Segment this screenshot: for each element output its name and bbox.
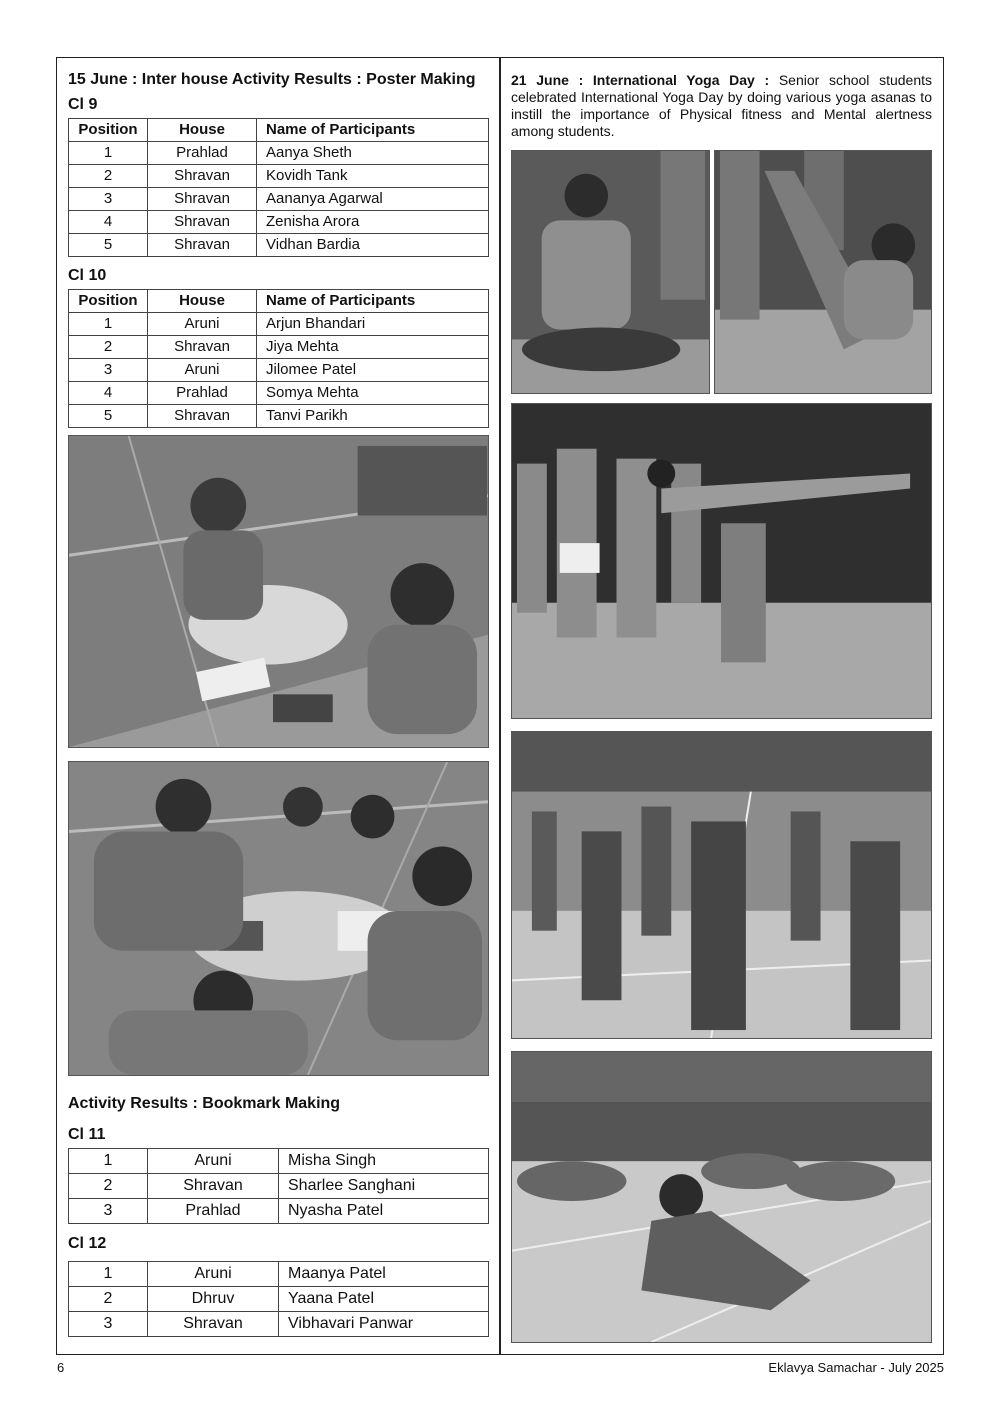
yoga-photo-group-standing [511, 731, 932, 1039]
house-cell: Prahlad [148, 382, 257, 405]
yoga-day-paragraph [511, 72, 932, 140]
table-row [69, 165, 489, 188]
house-cell: Aruni [148, 359, 257, 382]
right-column [511, 72, 932, 1343]
participant-cell: Vibhavari Panwar [279, 1312, 489, 1337]
cl12-results-table [68, 1261, 489, 1337]
cl10-label: Cl 10 [68, 267, 107, 284]
table-row [69, 336, 489, 359]
table-row [69, 142, 489, 165]
cl9-label: Cl 9 [68, 96, 98, 113]
table-row [69, 405, 489, 428]
participant-cell: Tanvi Parikh [257, 405, 489, 428]
yoga-photo-boat-pose [714, 150, 932, 394]
position-cell: 1 [69, 1262, 148, 1287]
house-cell: Prahlad [148, 1199, 279, 1224]
page-number: 6 [57, 1360, 65, 1375]
position-cell: 4 [69, 211, 148, 234]
house-cell: Shravan [148, 1174, 279, 1199]
table-row [69, 313, 489, 336]
column-header-house: House [148, 119, 257, 142]
position-cell: 1 [69, 142, 148, 165]
participant-cell: Sharlee Sanghani [279, 1174, 489, 1199]
participant-cell: Aanya Sheth [257, 142, 489, 165]
table-row [69, 211, 489, 234]
yoga-photo-group-cobra-pose [511, 1051, 932, 1343]
house-cell: Shravan [148, 336, 257, 359]
position-cell: 3 [69, 1199, 148, 1224]
table-row [69, 188, 489, 211]
cl11-results-table [68, 1148, 489, 1224]
house-cell: Shravan [148, 211, 257, 234]
participant-cell: Jiya Mehta [257, 336, 489, 359]
participant-cell: Maanya Patel [279, 1262, 489, 1287]
house-cell: Prahlad [148, 142, 257, 165]
position-cell: 1 [69, 1149, 148, 1174]
position-cell: 2 [69, 1287, 148, 1312]
cl10-results-table [68, 289, 489, 428]
position-cell: 1 [69, 313, 148, 336]
column-header-name: Name of Participants [257, 119, 489, 142]
participant-cell: Nyasha Patel [279, 1199, 489, 1224]
house-cell: Dhruv [148, 1287, 279, 1312]
yoga-photo-seated-pose [511, 150, 710, 394]
house-cell: Aruni [148, 1262, 279, 1287]
position-cell: 2 [69, 165, 148, 188]
cl12-label: Cl 12 [68, 1235, 107, 1252]
position-cell: 2 [69, 336, 148, 359]
house-cell: Shravan [148, 234, 257, 257]
house-cell: Shravan [148, 165, 257, 188]
table-row [69, 1149, 489, 1174]
left-column [68, 66, 489, 1337]
cl11-label: Cl 11 [68, 1126, 106, 1143]
cl9-results-table [68, 118, 489, 257]
position-cell: 3 [69, 359, 148, 382]
column-header-name: Name of Participants [257, 290, 489, 313]
poster-making-photo-2 [68, 761, 489, 1076]
column-divider [499, 57, 501, 1355]
column-header-position: Position [69, 119, 148, 142]
bookmark-heading: Activity Results : Bookmark Making [68, 1095, 341, 1112]
participant-cell: Misha Singh [279, 1149, 489, 1174]
table-row [69, 234, 489, 257]
yoga-photo-row-1 [511, 150, 932, 394]
table-row [69, 1312, 489, 1337]
yoga-day-title: 21 June : International Yoga Day : [511, 72, 770, 88]
table-row [69, 1287, 489, 1312]
poster-making-photo-1 [68, 435, 489, 748]
house-cell: Shravan [148, 405, 257, 428]
position-cell: 5 [69, 405, 148, 428]
table-row [69, 1199, 489, 1224]
position-cell: 3 [69, 1312, 148, 1337]
house-cell: Shravan [148, 1312, 279, 1337]
column-header-house: House [148, 290, 257, 313]
table-row [69, 1174, 489, 1199]
participant-cell: Zenisha Arora [257, 211, 489, 234]
publication-footer: Eklavya Samachar - July 2025 [768, 1360, 944, 1375]
position-cell: 2 [69, 1174, 148, 1199]
participant-cell: Arjun Bhandari [257, 313, 489, 336]
participant-cell: Yaana Patel [279, 1287, 489, 1312]
table-row [69, 359, 489, 382]
table-row [69, 1262, 489, 1287]
house-cell: Aruni [148, 1149, 279, 1174]
yoga-photo-warrior-pose [511, 403, 932, 719]
position-cell: 3 [69, 188, 148, 211]
position-cell: 5 [69, 234, 148, 257]
table-header-row [69, 119, 489, 142]
participant-cell: Somya Mehta [257, 382, 489, 405]
table-row [69, 382, 489, 405]
participant-cell: Aananya Agarwal [257, 188, 489, 211]
yoga-day-text: Senior school students celebrated International Yoga Day by doing various yoga asanas to instill the importance of Physical fitness and Mental alertness among students. [511, 72, 932, 139]
table-header-row [69, 290, 489, 313]
poster-heading: 15 June : Inter house Activity Results : Poster Making [68, 71, 476, 88]
column-header-position: Position [69, 290, 148, 313]
house-cell: Shravan [148, 188, 257, 211]
participant-cell: Jilomee Patel [257, 359, 489, 382]
participant-cell: Kovidh Tank [257, 165, 489, 188]
position-cell: 4 [69, 382, 148, 405]
participant-cell: Vidhan Bardia [257, 234, 489, 257]
house-cell: Aruni [148, 313, 257, 336]
